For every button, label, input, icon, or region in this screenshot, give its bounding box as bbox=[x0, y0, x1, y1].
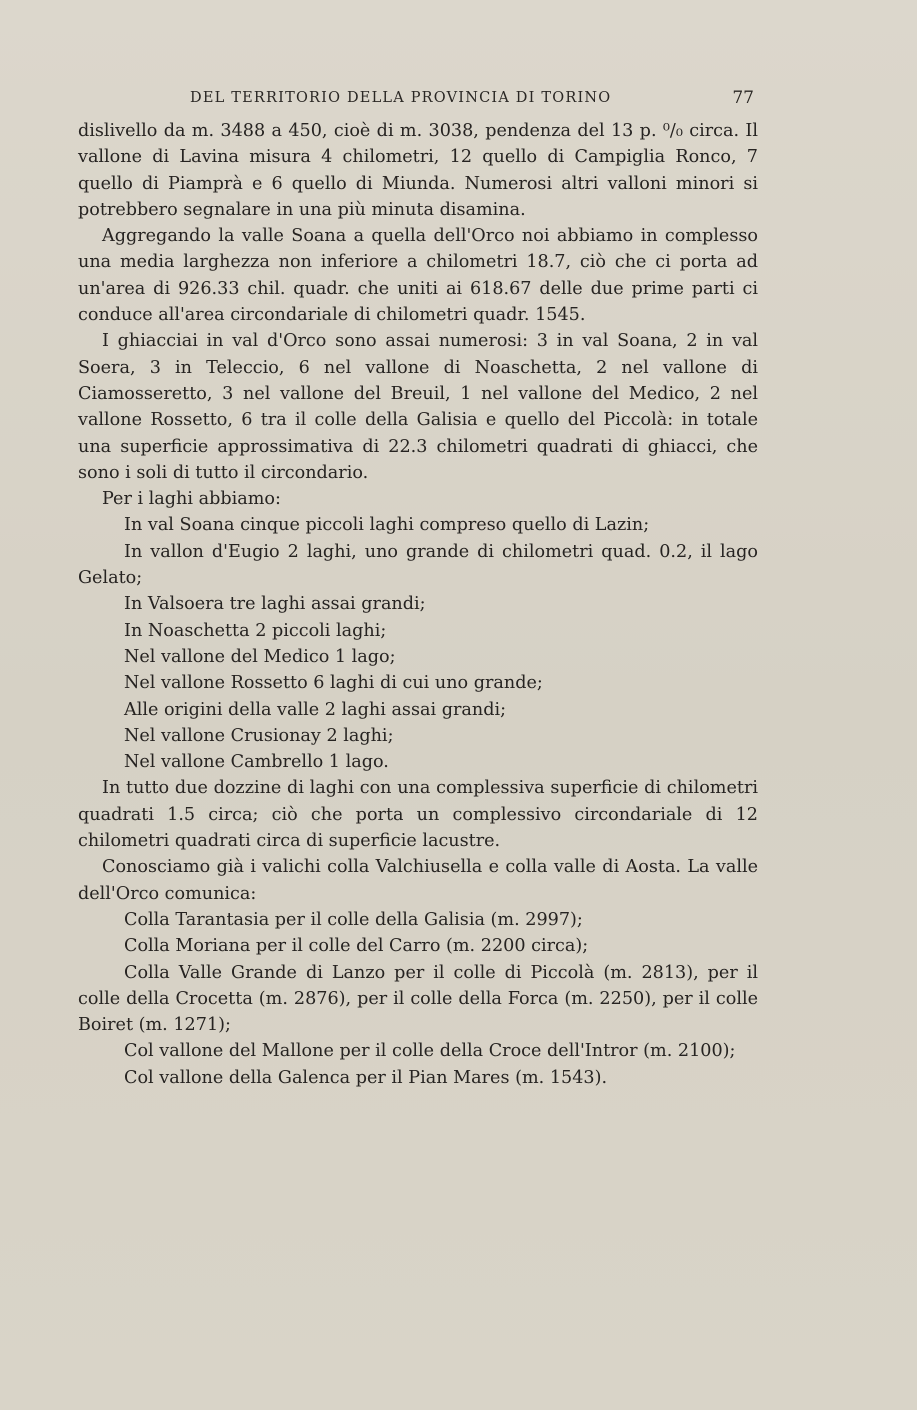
paragraph-glaciers: I ghiacciai in val d'Orco sono assai numerosi: 3 in val Soana, 2 in val Soera, 3 in Teleccio, 6 nel vallone di Noaschetta, 2 nel vallone di Ciamosseretto, 3 nel vallone del Breuil, 1 nel vallone del Medico, 2 nel vallone Rossetto, 6 tra il colle della Galisia e quello del Piccolà: in totale una superficie approssimativa di 22.3 chilometri quadrati di ghiacci, che sono i soli di tutto il circondario. bbox=[78, 331, 758, 483]
list-item: In val Soana cinque piccoli laghi compreso quello di Lazin; bbox=[124, 515, 650, 536]
list-item: Col vallone del Mallone per il colle della Croce dell'Intror (m. 2100); bbox=[124, 1041, 736, 1062]
page-header bbox=[190, 88, 760, 110]
list-item: Alle origini della valle 2 laghi assai grandi; bbox=[124, 699, 507, 720]
list-item: Nel vallone del Medico 1 lago; bbox=[124, 646, 396, 667]
list-item: Nel vallone Cambrello 1 lago. bbox=[124, 752, 389, 773]
paragraph-passes-intro: Conosciamo già i valichi colla Valchiusella e colla valle di Aosta. La valle dell'Orco comunica: bbox=[78, 857, 758, 904]
list-item: Col vallone della Galenca per il Pian Mares (m. 1543). bbox=[124, 1067, 608, 1088]
list-item: Nel vallone Crusionay 2 laghi; bbox=[124, 725, 394, 746]
list-item: In Noaschetta 2 piccoli laghi; bbox=[124, 620, 387, 641]
list-item: Colla Valle Grande di Lanzo per il colle di Piccolà (m. 2813), per il colle della Crocetta (m. 2876), per il colle della Forca (m. 2250), per il colle Boiret (m. 1271); bbox=[78, 962, 758, 1036]
list-item: In Valsoera tre laghi assai grandi; bbox=[124, 594, 426, 615]
body-text bbox=[78, 118, 758, 1091]
page-number: 77 bbox=[732, 88, 754, 108]
running-title: DEL TERRITORIO DELLA PROVINCIA DI TORINO bbox=[190, 90, 612, 106]
list-item: Colla Tarantasia per il colle della Galisia (m. 2997); bbox=[124, 909, 583, 930]
paragraph-lakes-total: In tutto due dozzine di laghi con una complessiva superficie di chilometri quadrati 1.5 circa; ciò che porta un complessivo circondariale di 12 chilometri quadrati circa di superficie lacustre. bbox=[78, 778, 758, 852]
list-item: In vallon d'Eugio 2 laghi, uno grande di chilometri quad. 0.2, il lago Gelato; bbox=[78, 541, 758, 589]
paragraph-continuation: dislivello da m. 3488 a 450, cioè di m. 3038, pendenza del 13 p. ⁰/₀ circa. Il vallone di Lavina misura 4 chilometri, 12 quello di Campiglia Ronco, 7 quello di Piamprà e 6 quello di Miunda. Numerosi altri valloni minori si potrebbero segnalare in una più minuta disamina. bbox=[78, 121, 758, 220]
list-item: Nel vallone Rossetto 6 laghi di cui uno grande; bbox=[124, 673, 543, 694]
paragraph-lakes-intro: Per i laghi abbiamo: bbox=[102, 489, 281, 510]
paragraph-area: Aggregando la valle Soana a quella dell'Orco noi abbiamo in complesso una media larghezza non inferiore a chilometri 18.7, ciò che ci porta ad un'area di 926.33 chil. quadr. che uniti ai 618.67 delle due prime parti ci conduce all'area circondariale di chilometri quadr. 1545. bbox=[78, 226, 758, 326]
list-item: Colla Moriana per il colle del Carro (m. 2200 circa); bbox=[124, 936, 589, 957]
